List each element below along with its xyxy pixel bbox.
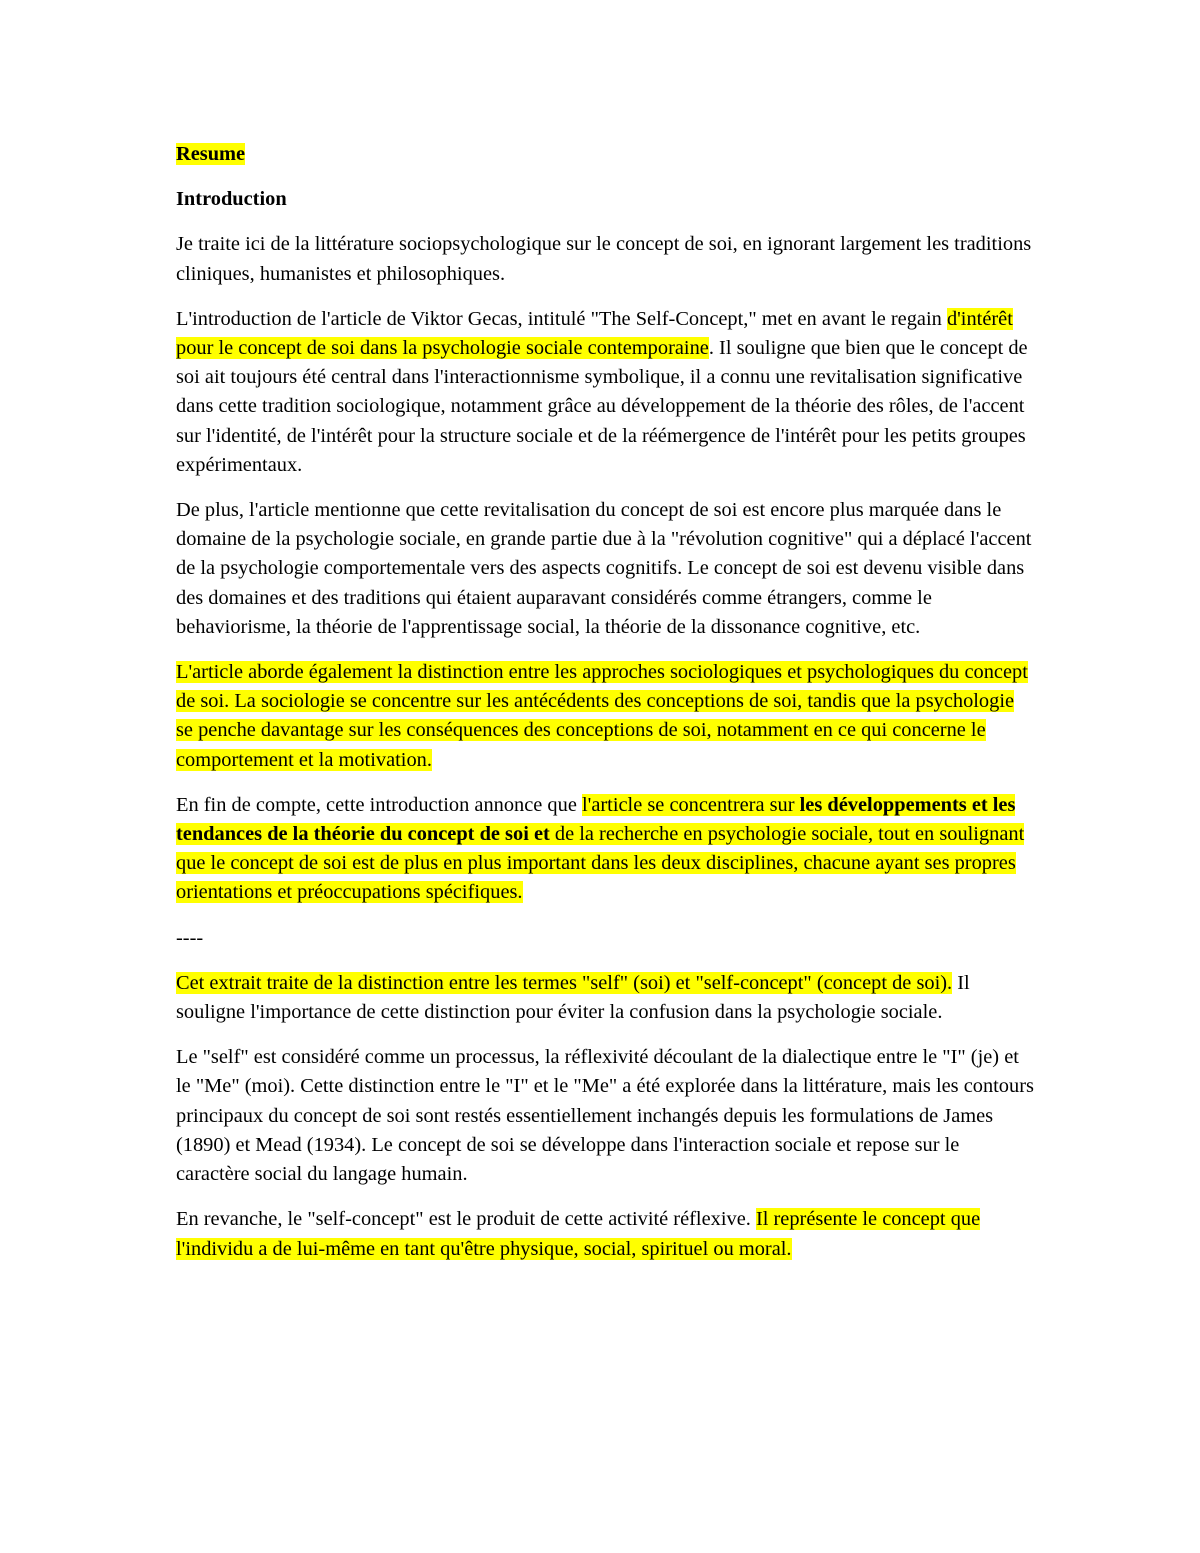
separator: ---- — [176, 926, 204, 949]
paragraph-2 — [176, 305, 1036, 480]
paragraph-5 — [176, 791, 1036, 908]
p6-highlight: Cet extrait traite de la distinction entre les termes "self" (soi) et "self-concept" (concept de soi). — [176, 971, 953, 994]
p6-text-b: Il souligne l'importance de cette distinction pour éviter la confusion dans la psychologie sociale. — [176, 971, 970, 1024]
title-text: Resume — [176, 143, 246, 165]
paragraph-7: Le "self" est considéré comme un processus, la réflexivité découlant de la dialectique entre le "I" (je) et le "Me" (moi). Cette distinction entre le "I" et le "Me" a été explorée dans la littérature, mais les contours principaux du concept de soi sont restés essentiellement inchangés depuis les formulations de James (1890) et Mead (1934). Le concept de soi se développe dans l'interaction sociale et repose sur le caractère social du langage humain. — [176, 1046, 1034, 1186]
paragraph-6 — [176, 969, 1036, 1027]
p2-text-a: L'introduction de l'article de Viktor Gecas, intitulé "The Self-Concept," met en avant le regain — [176, 307, 947, 330]
p8-text-a: En revanche, le "self-concept" est le produit de cette activité réflexive. — [176, 1208, 756, 1231]
p5-bold-highlight: les développements et les tendances de la théorie du concept de soi et — [176, 793, 1016, 846]
section-heading — [176, 185, 1036, 214]
paragraph-4 — [176, 658, 1036, 775]
p2-text-b: . Il souligne que bien que le concept de soi ait toujours été central dans l'interactionnisme symbolique, il a connu une revitalisation significative dans cette tradition sociologique, notamment grâce au développement de la théorie des rôles, de l'accent sur l'identité, de l'intérêt pour la structure sociale et de la réémergence de l'intérêt pour les petits groupes expérimentaux. — [176, 337, 1028, 476]
paragraph-8 — [176, 1205, 1036, 1263]
p5-text-a: En fin de compte, cette introduction annonce que — [176, 793, 582, 816]
p4-highlight: L'article aborde également la distinction entre les approches sociologiques et psychologiques du concept de soi. La sociologie se concentre sur les antécédents des conceptions de soi, tandis que la psychologie se penche davantage sur les conséquences des conceptions de soi, notamment en ce qui concerne le comportement et la motivation. — [176, 661, 1028, 771]
document-body — [176, 140, 1036, 1280]
p5-highlight-1: l'article se concentrera sur — [581, 793, 800, 816]
document-title — [176, 140, 1036, 169]
p5-highlight-2: de la recherche en psychologie sociale, tout en soulignant que le concept de soi est de plus en plus important dans les deux disciplines, chacune ayant ses propres orientations et préoccupations spécifiques. — [176, 823, 1025, 904]
p2-highlight: d'intérêt pour le concept de soi dans la psychologie sociale contemporaine — [176, 307, 1013, 360]
p8-highlight: Il représente le concept que l'individu a de lui-même en tant qu'être physique, social, spirituel ou moral. — [176, 1208, 981, 1260]
paragraph-3: De plus, l'article mentionne que cette revitalisation du concept de soi est encore plus marquée dans le domaine de la psychologie sociale, en grande partie due à la "révolution cognitive" qui a déplacé l'accent de la psychologie comportementale vers des aspects cognitifs. Le concept de soi est devenu visible dans des domaines et des traditions qui étaient auparavant considérés comme étrangers, comme le behaviorisme, la théorie de l'apprentissage social, la théorie de la dissonance cognitive, etc. — [176, 499, 1032, 638]
section-heading-text: Introduction — [176, 188, 287, 211]
paragraph-1: Je traite ici de la littérature sociopsychologique sur le concept de soi, en ignorant largement les traditions cliniques, humanistes et philosophiques. — [176, 233, 1032, 285]
